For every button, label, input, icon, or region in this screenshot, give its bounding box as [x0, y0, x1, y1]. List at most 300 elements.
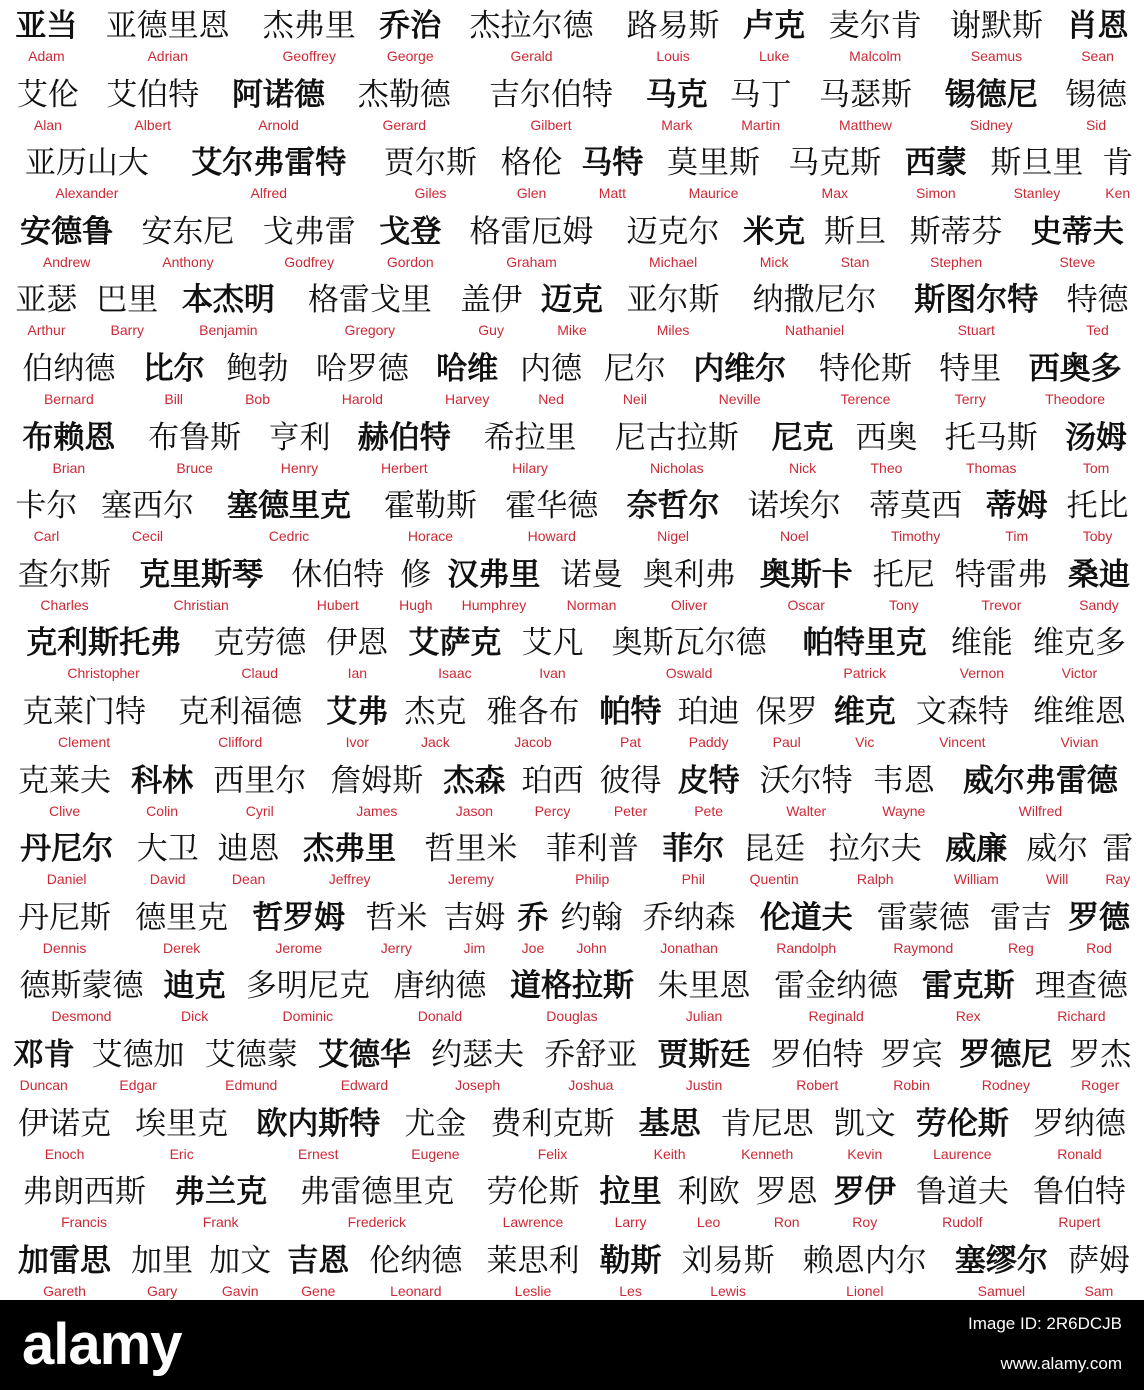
name-entry [647, 1035, 760, 1103]
english-name: Daniel [46, 871, 87, 888]
chinese-name: 马特 [581, 145, 644, 182]
chinese-name: 艾德加 [91, 1037, 185, 1073]
chinese-name: 史蒂夫 [1030, 213, 1124, 250]
chinese-name: 塞缪尔 [954, 1242, 1048, 1279]
english-name: Mark [661, 116, 693, 133]
english-name: Jerry [380, 939, 412, 956]
name-row [0, 692, 1144, 760]
name-entry [592, 1241, 670, 1309]
name-entry [826, 1104, 904, 1172]
chinese-name: 桑迪 [1067, 556, 1130, 593]
name-row [0, 623, 1144, 691]
name-entry [491, 143, 572, 211]
name-entry [943, 761, 1138, 829]
english-name: Rodney [981, 1077, 1031, 1093]
chinese-name: 盖伊 [460, 282, 523, 319]
english-name: Desmond [51, 1008, 112, 1025]
name-entry [127, 212, 248, 280]
english-name: Bob [245, 391, 271, 407]
english-name: Alexander [55, 185, 119, 202]
name-entry [1098, 143, 1138, 211]
chinese-name: 托马斯 [944, 419, 1038, 456]
name-entry [201, 761, 318, 829]
chinese-name: 尼尔 [603, 351, 666, 387]
name-entry [532, 280, 613, 348]
english-name: Richard [1057, 1008, 1106, 1025]
name-entry [208, 486, 370, 554]
name-entry [435, 761, 513, 829]
english-name: Frank [202, 1214, 239, 1231]
chinese-name: 费利克斯 [490, 1105, 615, 1142]
english-name: Eric [169, 1145, 194, 1162]
name-row [0, 349, 1144, 417]
name-entry [895, 143, 976, 211]
english-name: Patrick [843, 665, 887, 682]
english-name: Jeffrey [328, 871, 371, 888]
english-name: Arnold [258, 116, 299, 133]
chinese-name: 伊恩 [326, 625, 389, 662]
english-name: Randolph [776, 939, 837, 956]
name-entry [670, 1172, 748, 1240]
english-name: Tim [1005, 528, 1029, 545]
name-entry [904, 1104, 1021, 1172]
english-name: Adrian [147, 48, 188, 64]
chinese-name: 斯图尔特 [914, 282, 1039, 319]
english-name: Leo [696, 1214, 721, 1231]
english-name: William [953, 871, 999, 888]
name-entry [6, 143, 168, 211]
name-entry [1060, 555, 1138, 623]
english-name: Cedric [268, 528, 310, 545]
name-entry [815, 6, 936, 74]
name-row [0, 1241, 1144, 1309]
chinese-name: 弗雷德里克 [299, 1174, 455, 1211]
name-entry [195, 1035, 308, 1103]
name-row [0, 486, 1144, 554]
english-name: Timothy [891, 528, 941, 545]
chinese-name: 杰勒德 [357, 76, 451, 113]
english-name: Simon [916, 185, 956, 202]
name-entry [6, 212, 127, 280]
chinese-name: 文森特 [915, 694, 1009, 730]
english-name: Dominic [282, 1008, 334, 1025]
name-entry [593, 349, 677, 417]
english-name: Quentin [749, 871, 799, 888]
english-name: Justin [685, 1077, 723, 1093]
name-entry [249, 212, 370, 280]
chinese-name: 乔治 [379, 8, 442, 44]
name-entry [467, 418, 593, 486]
chinese-name: 雷蒙德 [876, 899, 970, 936]
name-entry [943, 1241, 1060, 1309]
name-entry [631, 898, 748, 966]
chinese-name: 雷吉 [989, 899, 1052, 936]
name-entry [677, 349, 803, 417]
english-name: Matt [598, 185, 627, 202]
english-name: Pat [620, 734, 642, 750]
name-entry [1057, 6, 1138, 74]
chinese-name: 罗杰 [1069, 1037, 1132, 1073]
chinese-name: 克莱门特 [22, 694, 147, 730]
english-name: Malcolm [849, 48, 902, 64]
chinese-name: 卡尔 [15, 488, 78, 525]
chinese-name: 哲米 [365, 899, 428, 936]
watermark-banner [0, 1300, 1144, 1390]
name-entry [572, 143, 653, 211]
chinese-name: 珀迪 [677, 694, 740, 730]
chinese-name: 锡德 [1065, 76, 1128, 113]
name-entry [513, 761, 591, 829]
chinese-name: 西奥 [855, 419, 918, 456]
name-entry [6, 1035, 81, 1103]
chinese-name: 雷金纳德 [774, 968, 899, 1005]
chinese-name: 克利福德 [178, 694, 303, 730]
name-entry [855, 486, 976, 554]
name-entry [936, 6, 1057, 74]
name-entry [123, 1104, 240, 1172]
chinese-name: 肯 [1102, 145, 1134, 182]
chinese-name: 克莱夫 [18, 762, 112, 799]
english-name: Edgar [119, 1077, 157, 1093]
name-row [0, 6, 1144, 74]
chinese-name: 理查德 [1034, 968, 1128, 1005]
name-entry [748, 761, 865, 829]
english-name: David [149, 871, 186, 888]
english-name: Harvey [444, 391, 490, 407]
name-entry [761, 966, 912, 1034]
name-entry [552, 555, 630, 623]
english-name: Matthew [838, 116, 892, 133]
english-name: Bernard [43, 391, 94, 407]
english-name: Gavin [221, 1282, 259, 1299]
english-name: Larry [614, 1214, 647, 1231]
name-entry [532, 829, 653, 897]
name-entry [748, 692, 826, 760]
chinese-name: 特伦斯 [818, 351, 912, 387]
name-entry [592, 623, 787, 691]
english-name: Jack [420, 734, 450, 750]
chinese-name: 西里尔 [213, 762, 307, 799]
chinese-name: 迈克尔 [626, 213, 720, 250]
english-name: Ivor [345, 734, 369, 750]
chinese-name: 西奥多 [1028, 351, 1122, 387]
chinese-name: 刘易斯 [681, 1242, 775, 1279]
english-name: Julian [685, 1008, 723, 1025]
english-name: Horace [407, 528, 454, 545]
english-name: Dick [181, 1008, 209, 1025]
name-entry [357, 1241, 474, 1309]
english-name: Rod [1086, 939, 1112, 956]
english-name: Ian [347, 665, 368, 682]
name-entry [396, 692, 474, 760]
english-name: Philip [575, 871, 610, 888]
chinese-name: 德斯蒙德 [19, 968, 144, 1005]
chinese-name: 哲罗姆 [252, 899, 346, 936]
english-name: Sean [1081, 48, 1114, 64]
english-name: Seamus [970, 48, 1023, 64]
english-name: Ron [773, 1214, 800, 1231]
english-name: Thomas [965, 459, 1017, 476]
name-entry [6, 966, 157, 1034]
name-entry [734, 486, 855, 554]
chinese-name: 莫里斯 [666, 145, 760, 182]
name-entry [734, 280, 896, 348]
name-entry [258, 418, 342, 486]
name-entry [6, 486, 87, 554]
name-entry [318, 692, 396, 760]
chinese-name: 凯文 [833, 1105, 896, 1142]
english-name: Donald [417, 1008, 463, 1025]
chinese-name: 霍勒斯 [383, 488, 477, 525]
english-name: Dennis [42, 939, 87, 956]
name-entry [157, 966, 232, 1034]
name-entry [240, 898, 357, 966]
english-name: Ivan [539, 665, 566, 682]
chinese-name: 弗兰克 [174, 1174, 268, 1211]
chinese-name: 唐纳德 [393, 968, 487, 1005]
chinese-name: 加雷思 [18, 1242, 112, 1279]
name-entry [123, 898, 240, 966]
english-name: Tony [888, 596, 919, 613]
chinese-name: 哈维 [436, 351, 499, 387]
chinese-name: 亨利 [268, 419, 331, 456]
english-name: Paddy [688, 734, 729, 750]
name-entry [592, 1172, 670, 1240]
name-entry [240, 1104, 396, 1172]
english-name: Laurence [933, 1145, 992, 1162]
english-name: Martin [741, 116, 781, 133]
name-entry [631, 1104, 709, 1172]
name-entry [6, 1104, 123, 1172]
english-name: Brian [52, 459, 86, 476]
name-entry [803, 75, 929, 143]
chinese-name: 帕特里克 [802, 625, 927, 662]
name-entry [201, 623, 318, 691]
english-name: Robert [796, 1077, 839, 1093]
english-name: Jerome [275, 939, 323, 956]
chinese-name: 詹姆斯 [330, 762, 424, 799]
name-entry [451, 280, 532, 348]
chinese-name: 劳伦斯 [486, 1174, 580, 1211]
name-entry [748, 1172, 826, 1240]
english-name: Ray [1105, 871, 1131, 888]
name-entry [81, 1035, 194, 1103]
english-name: Keith [653, 1145, 686, 1162]
chinese-name: 萨姆 [1067, 1242, 1130, 1279]
chinese-name: 彼得 [599, 762, 662, 799]
name-entry [410, 829, 531, 897]
chinese-name: 吉姆 [443, 899, 506, 936]
name-entry [87, 6, 249, 74]
english-name: Joshua [568, 1077, 614, 1093]
english-name: Leslie [514, 1282, 552, 1299]
english-name: Noel [779, 528, 809, 545]
name-entry [435, 898, 513, 966]
chinese-name: 肯尼思 [720, 1105, 814, 1142]
chinese-name: 道格拉斯 [509, 968, 634, 1005]
chinese-name: 莱思利 [486, 1242, 580, 1279]
english-name: Ernest [298, 1145, 339, 1162]
chinese-name: 霍华德 [505, 488, 599, 525]
name-entry [123, 761, 201, 829]
english-name: Trevor [981, 596, 1022, 613]
name-entry [895, 212, 1016, 280]
english-name: Sid [1085, 116, 1107, 133]
name-entry [318, 761, 435, 829]
name-entry [509, 349, 593, 417]
name-entry [1057, 280, 1138, 348]
name-entry [949, 1035, 1062, 1103]
english-name: Hubert [316, 596, 359, 613]
name-entry [279, 555, 396, 623]
english-name: Charles [40, 596, 89, 613]
chinese-name: 朱里恩 [657, 968, 751, 1005]
chinese-name: 阿诺德 [232, 76, 325, 113]
english-name: Gordon [386, 253, 434, 270]
name-entry [6, 761, 123, 829]
name-entry [341, 418, 467, 486]
english-name: Rudolf [942, 1214, 983, 1231]
name-entry [318, 623, 396, 691]
name-entry [943, 623, 1021, 691]
chinese-name: 斯旦 [823, 213, 886, 250]
english-name: Graham [506, 253, 557, 270]
name-entry [534, 1035, 647, 1103]
chinese-name: 艾德华 [317, 1037, 411, 1073]
english-name: Reginald [808, 1008, 864, 1025]
english-name: Douglas [546, 1008, 598, 1025]
english-name: Alan [33, 116, 62, 133]
name-entry [631, 555, 748, 623]
chinese-name: 皮特 [677, 762, 740, 799]
chinese-name: 罗恩 [755, 1174, 818, 1211]
chinese-name: 贾斯廷 [657, 1037, 751, 1073]
english-name: Rupert [1058, 1214, 1101, 1231]
english-name: Sidney [969, 116, 1013, 133]
chinese-name: 乔 [517, 899, 549, 936]
chinese-name: 奥利弗 [642, 556, 736, 593]
chinese-name: 蒂莫西 [869, 488, 963, 525]
chinese-name: 托尼 [872, 556, 935, 593]
chinese-name: 杰克 [404, 694, 467, 730]
name-entry [6, 349, 132, 417]
english-name: Adam [28, 48, 65, 64]
english-name: Cyril [245, 802, 274, 819]
english-name: Humphrey [461, 596, 527, 613]
chinese-name: 马克斯 [788, 145, 882, 182]
chinese-name: 亚历山大 [24, 145, 149, 182]
english-name: Terry [954, 391, 986, 407]
english-name: Guy [478, 322, 504, 339]
chinese-name: 利欧 [677, 1174, 740, 1211]
english-name: Nicholas [649, 459, 704, 476]
name-entry [216, 75, 342, 143]
name-entry [383, 966, 496, 1034]
chinese-name: 杰森 [443, 762, 506, 799]
english-name: Samuel [977, 1282, 1026, 1299]
chinese-name: 多明尼克 [245, 968, 370, 1005]
chinese-name: 汉弗里 [447, 556, 541, 593]
name-entry [6, 1241, 123, 1309]
chinese-name: 卢克 [743, 8, 806, 44]
name-entry [815, 212, 896, 280]
chinese-name: 贾尔斯 [383, 145, 477, 182]
name-entry [1098, 829, 1138, 897]
chinese-name: 拉尔夫 [828, 831, 922, 868]
chinese-name: 克利斯托弗 [26, 625, 182, 662]
chinese-name: 乔舒亚 [544, 1037, 638, 1073]
name-row [0, 1035, 1144, 1103]
name-entry [803, 349, 929, 417]
name-entry [6, 898, 123, 966]
chinese-name: 菲利普 [545, 831, 639, 868]
name-entry [748, 555, 865, 623]
chinese-name: 伯纳德 [22, 351, 116, 387]
name-entry [6, 829, 127, 897]
chinese-name: 雷 [1102, 831, 1134, 868]
name-entry [943, 555, 1060, 623]
chinese-name: 斯旦里 [990, 145, 1084, 182]
chinese-name: 伦纳德 [369, 1242, 463, 1279]
english-name: Reg [1008, 939, 1034, 956]
chinese-name: 劳伦斯 [915, 1105, 1009, 1142]
english-name: Stan [840, 253, 870, 270]
chinese-name: 基思 [638, 1105, 701, 1142]
english-name: Phil [681, 871, 705, 888]
name-entry [874, 1035, 949, 1103]
chinese-name: 杰弗里 [303, 831, 397, 868]
name-entry [216, 349, 300, 417]
name-entry [895, 280, 1057, 348]
name-entry [162, 692, 318, 760]
chinese-name: 丹尼斯 [18, 899, 112, 936]
english-name: Enoch [44, 1145, 85, 1162]
chinese-name: 德里克 [135, 899, 229, 936]
name-entry [761, 418, 845, 486]
name-entry [653, 829, 734, 897]
english-name: Glen [516, 185, 547, 202]
name-entry [451, 6, 613, 74]
chinese-name: 克劳德 [213, 625, 307, 662]
chinese-name: 路易斯 [626, 8, 720, 44]
english-name: Theodore [1045, 391, 1106, 407]
chinese-name: 鲁道夫 [915, 1174, 1009, 1211]
english-name: Paul [772, 734, 801, 750]
name-entry [592, 692, 670, 760]
chinese-name: 罗德尼 [959, 1037, 1053, 1073]
chinese-name: 诺曼 [560, 556, 623, 593]
name-entry [370, 6, 451, 74]
name-entry [552, 898, 630, 966]
name-entry [928, 349, 1012, 417]
english-name: Hilary [512, 459, 548, 476]
english-name: Giles [414, 185, 447, 202]
english-name: Jonathan [660, 939, 718, 956]
chinese-name: 弗朗西斯 [22, 1174, 147, 1211]
chinese-name: 迪克 [163, 968, 226, 1005]
chinese-name: 拉里 [599, 1174, 662, 1211]
name-entry [90, 75, 216, 143]
english-name: Gareth [43, 1282, 86, 1299]
name-entry [1054, 75, 1138, 143]
chinese-name: 威尔 [1026, 831, 1089, 868]
english-name: Max [821, 185, 849, 202]
name-row [0, 418, 1144, 486]
english-name: Jim [463, 939, 486, 956]
name-entry [774, 143, 895, 211]
english-name: Lionel [846, 1282, 884, 1299]
english-name: Stephen [929, 253, 983, 270]
